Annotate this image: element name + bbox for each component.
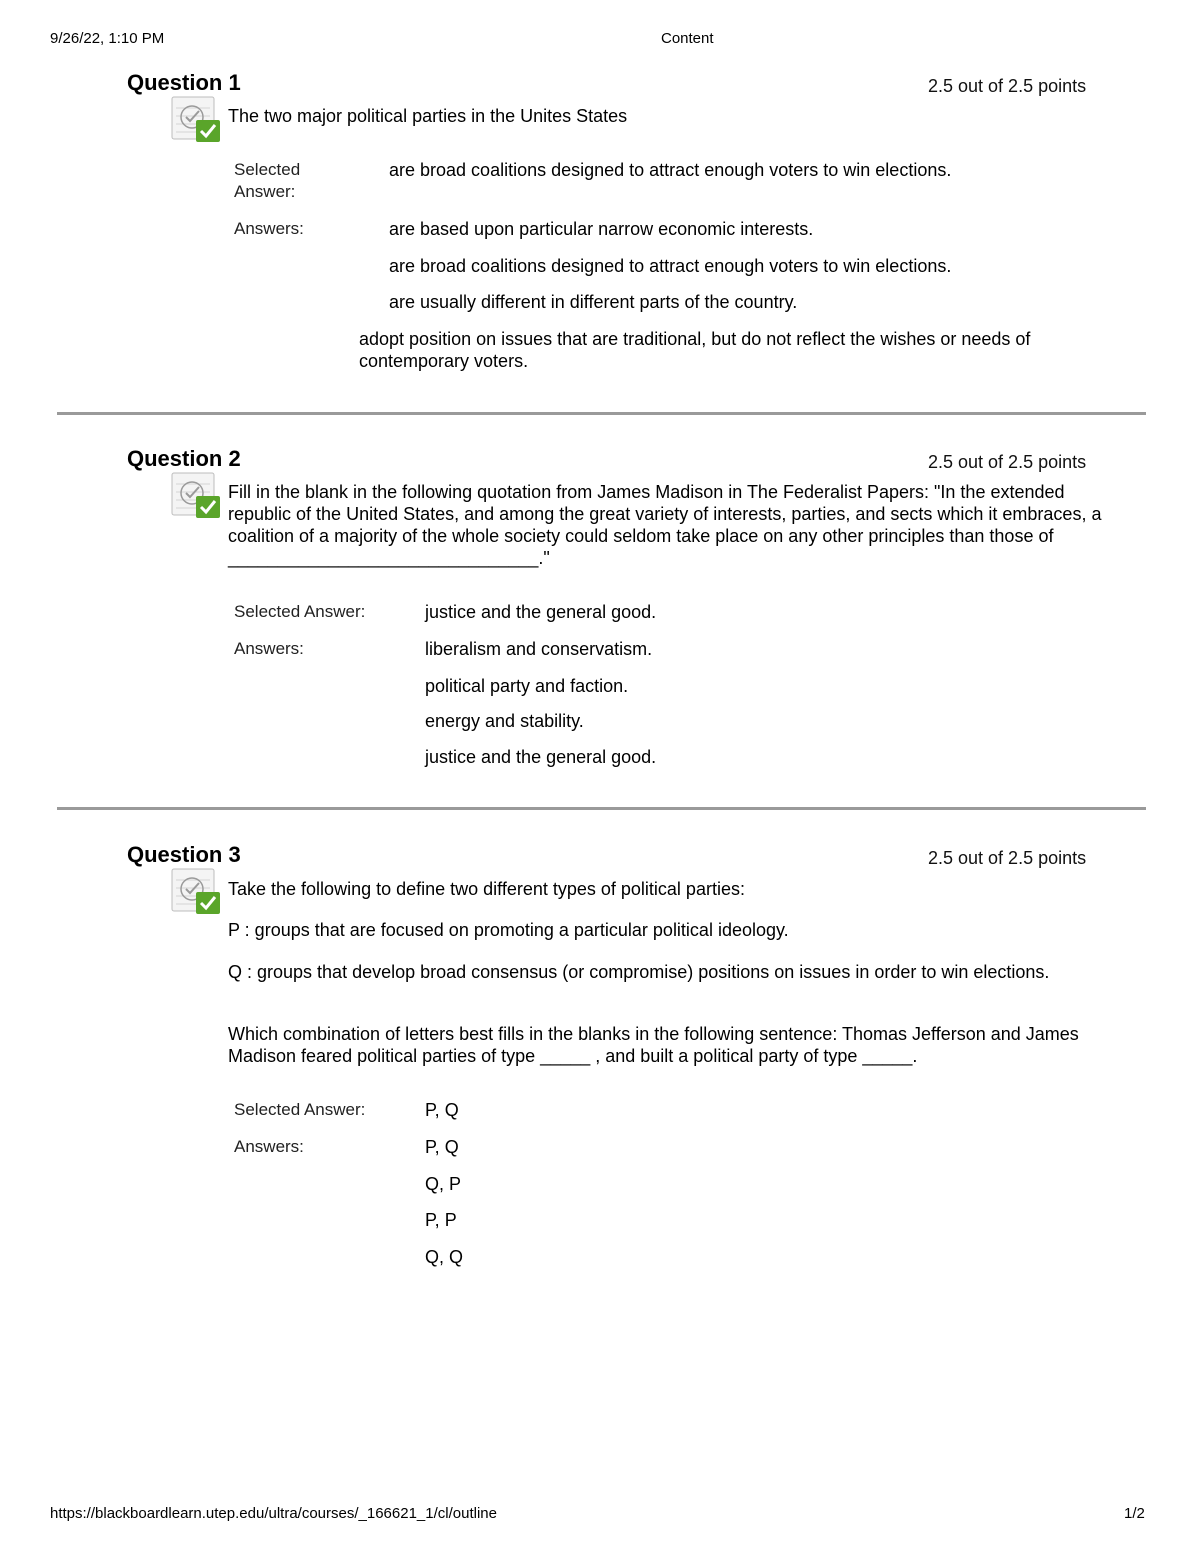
- correct-answer-icon: [170, 94, 222, 146]
- question-title: Question 3: [127, 842, 241, 867]
- answer-option: P, Q: [425, 1137, 459, 1157]
- question-points: 2.5 out of 2.5 points: [928, 452, 1087, 472]
- question-title: Question 1: [127, 70, 241, 95]
- answers-label: Answers:: [234, 219, 304, 238]
- question-paragraph: Q : groups that develop broad consensus (or compromise) positions on issues in order to win elections.: [228, 962, 1050, 982]
- answer-option: are based upon particular narrow economic interests.: [389, 219, 814, 239]
- answers-label: Answers:: [234, 1137, 304, 1156]
- selected-answer-label: Selected Answer:: [234, 1100, 366, 1119]
- question-paragraph: Which combination of letters best fills in the blanks in the following sentence: Thomas Jefferson and James Madison feared political parties of type _____ , and built a political party of type _____.: [228, 1024, 1079, 1066]
- selected-answer-value: P, Q: [425, 1100, 459, 1120]
- question-title: Question 2: [127, 446, 241, 471]
- selected-answer-value: are broad coalitions designed to attract enough voters to win elections.: [389, 160, 952, 180]
- answer-option: Q, Q: [425, 1247, 464, 1267]
- answers-label: Answers:: [234, 639, 304, 658]
- question-text: Fill in the blank in the following quotation from James Madison in The Federalist Papers: "In the extended republic of the United States, and among the great variety of interests, parties, and sects which it embraces, a coalition of a majority of the whole society could seldom take place on any other principles than those of _______________________________.": [228, 482, 1102, 568]
- answer-option: adopt position on issues that are traditional, but do not reflect the wishes or needs of contemporary voters.: [359, 329, 1031, 371]
- question-divider: [57, 807, 1146, 810]
- print-title: Content: [661, 30, 714, 47]
- answer-option: political party and faction.: [425, 676, 629, 696]
- print-url: https://blackboardlearn.utep.edu/ultra/courses/_166621_1/cl/outline: [50, 1505, 497, 1522]
- question-paragraph: P : groups that are focused on promoting a particular political ideology.: [228, 920, 789, 940]
- selected-answer-value: justice and the general good.: [425, 602, 657, 622]
- selected-answer-label: Selected Answer:: [234, 602, 366, 621]
- correct-answer-icon: [170, 470, 222, 522]
- answer-option: are usually different in different parts of the country.: [389, 292, 798, 312]
- answer-option: justice and the general good.: [425, 747, 657, 767]
- question-points: 2.5 out of 2.5 points: [928, 848, 1087, 868]
- answer-option: P, P: [425, 1210, 457, 1230]
- answer-option: liberalism and conservatism.: [425, 639, 653, 659]
- question-points: 2.5 out of 2.5 points: [928, 76, 1087, 96]
- question-paragraph: Take the following to define two different types of political parties:: [228, 879, 745, 899]
- question-text: The two major political parties in the Unites States: [228, 106, 628, 126]
- answer-option: energy and stability.: [425, 711, 584, 731]
- question-divider: [57, 412, 1146, 415]
- page-number: 1/2: [1124, 1505, 1145, 1522]
- selected-answer-label: Selected Answer:: [234, 160, 301, 201]
- answer-option: are broad coalitions designed to attract enough voters to win elections.: [389, 256, 952, 276]
- correct-answer-icon: [170, 866, 222, 918]
- answer-option: Q, P: [425, 1174, 462, 1194]
- print-datetime: 9/26/22, 1:10 PM: [50, 30, 165, 47]
